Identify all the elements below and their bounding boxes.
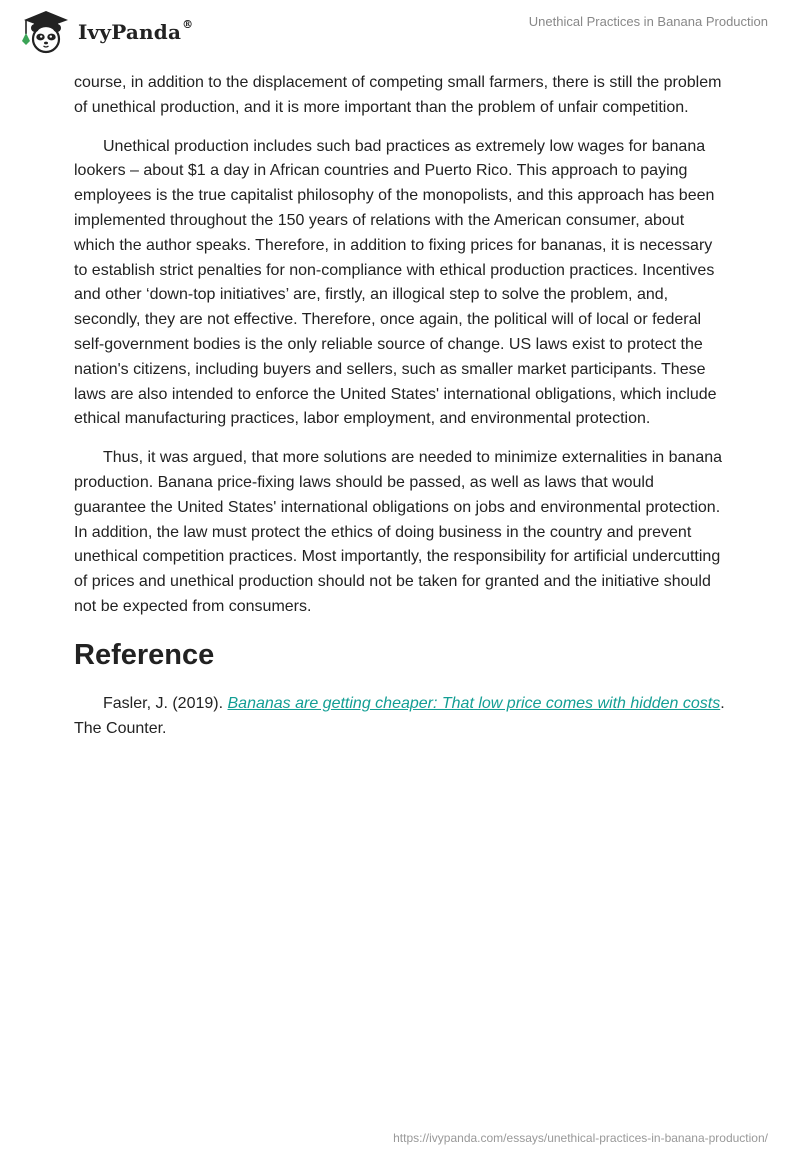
paragraph-unethical-production: Unethical production includes such bad practices as extremely low wages for banana lookers – about $1 a day in African countries and Puerto Rico. This approach to paying employees is the true capitalist philosophy of the monopolists, and this approach has been implemented throughout the 150 years of relations with the American consumer, about which the author speaks. Therefore, in addition to fixing prices for bananas, it is necessary to establish strict penalties for non-compliance with ethical production practices. Incentives and other ‘down-top initiatives’ are, firstly, an illogical step to solve the problem, and, secondly, they are not effective. Therefore, once again, the political will of local or federal self-government bodies is the only reliable source of change. US laws exist to protect the nation's citizens, including buyers and sellers, such as smaller market participants. These laws are also intended to enforce the United States' international obligations, which include ethical manufacturing practices, labor employment, and environmental protection. [74, 137, 717, 428]
reference-entry [74, 692, 726, 742]
reference-publisher: . The Counter. [74, 694, 725, 737]
footer-url[interactable]: https://ivypanda.com/essays/unethical-practices-in-banana-production/ [393, 1131, 768, 1145]
ivypanda-logo[interactable] [16, 8, 206, 58]
reference-heading: Reference [74, 638, 215, 671]
registered-mark: ® [182, 18, 194, 32]
page-header [0, 0, 800, 64]
brand-name: IvyPanda® [78, 18, 194, 44]
reference-link[interactable]: Bananas are getting cheaper: That low price comes with hidden costs [227, 694, 721, 712]
panda-graduation-cap-icon [16, 8, 76, 58]
reference-author-year: Fasler, J. (2019). [103, 694, 228, 712]
document-title: Unethical Practices in Banana Production [528, 14, 768, 29]
paragraph-conclusion: Thus, it was argued, that more solutions are needed to minimize externalities in banana production. Banana price-fixing laws should be passed, as well as laws that would guarantee the United States' international obligations on jobs and environmental protection. In addition, the law must protect the ethics of doing business in the country and prevent unethical competition practices. Most importantly, the responsibility for artificial undercutting of prices and unethical production should not be taken for granted and the initiative should not be expected from consumers. [74, 449, 723, 615]
essay-body [74, 71, 726, 755]
paragraph-continuation: course, in addition to the displacement of competing small farmers, there is still the problem of unethical production, and it is more important than the problem of unfair competition. [74, 74, 722, 116]
